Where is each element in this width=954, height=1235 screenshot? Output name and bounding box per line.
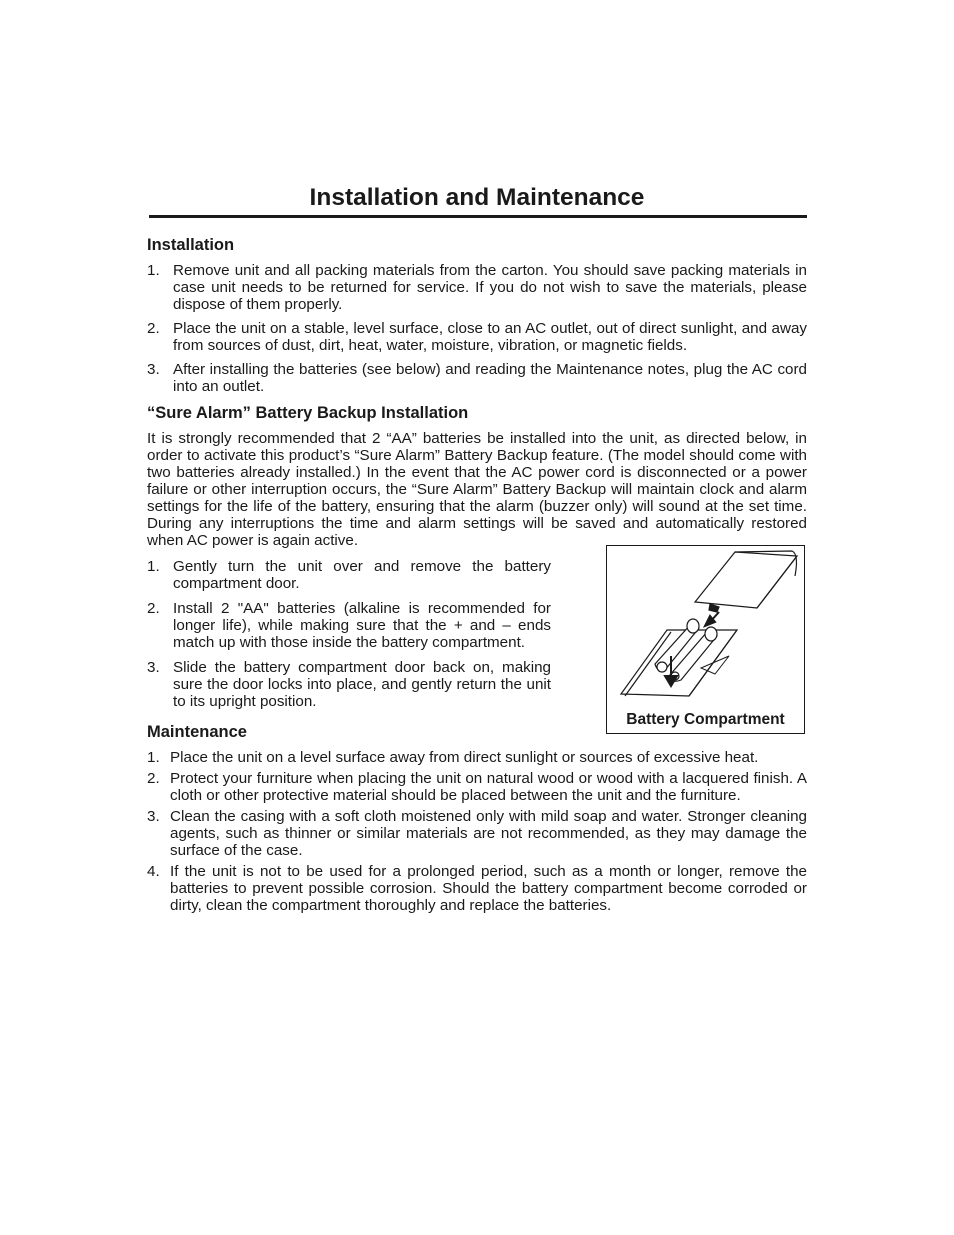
list-item: 4. If the unit is not to be used for a prolonged period, such as a month or longer, remove the batteries to prevent possible corrosion. Should the battery compartment become corroded or dirty, clean the compartment thoroughly and replace the batteries. (147, 863, 807, 914)
battery-compartment-figure (606, 545, 805, 734)
list-item: 2. Place the unit on a stable, level surface, close to an AC outlet, out of direct sunlight, and away from sources of dust, dirt, heat, water, moisture, vibration, or magnetic fields. (147, 320, 807, 354)
title-rule (149, 215, 807, 218)
battery-list (147, 558, 551, 718)
list-item: 2. Install 2 "AA" batteries (alkaline is recommended for longer life), while making sure that the + and – ends match up with those inside the battery compartment. (147, 600, 551, 651)
installation-list (147, 262, 807, 402)
list-item: 1. Gently turn the unit over and remove the battery compartment door. (147, 558, 551, 592)
list-item: 1. Place the unit on a level surface away from direct sunlight or sources of excessive heat. (147, 749, 759, 766)
page-title: Installation and Maintenance (309, 184, 645, 211)
figure-caption: Battery Compartment (626, 711, 785, 728)
maintenance-heading: Maintenance (147, 723, 247, 741)
list-item: 3. After installing the batteries (see below) and reading the Maintenance notes, plug the AC cord into an outlet. (147, 361, 807, 395)
list-item: 3. Slide the battery compartment door back on, making sure the door locks into place, and gently return the unit to its upright position. (147, 659, 551, 710)
maintenance-list (147, 749, 807, 918)
list-item: 1. Remove unit and all packing materials from the carton. You should save packing materials in case unit needs to be returned for service. If you do not wish to save the materials, please dispose of them properly. (147, 262, 807, 313)
battery-compartment-illustration (607, 546, 804, 711)
battery-intro: It is strongly recommended that 2 “AA” batteries be installed into the unit, as directed below, in order to activate this product’s “Sure Alarm” Battery Backup feature. (The model should come with two batteries already installed.) In the event that the AC power cord is disconnected or a power failure or other interruption occurs, the “Sure Alarm” Battery Backup will maintain clock and alarm settings for the life of the battery, ensuring that the alarm (buzzer only) will sound at the set time. During any interruptions the time and alarm settings will be saved and automatically restored when AC power is again active. (147, 430, 807, 549)
list-item: 2. Protect your furniture when placing the unit on natural wood or wood with a lacquered finish. A cloth or other protective material should be placed between the unit and the furniture. (147, 770, 807, 804)
installation-heading: Installation (147, 236, 235, 254)
list-item: 3. Clean the casing with a soft cloth moistened only with mild soap and water. Stronger cleaning agents, such as thinner or similar materials are not recommended, as they may damage the surface of the case. (147, 808, 807, 859)
battery-heading: “Sure Alarm” Battery Backup Installation (147, 404, 469, 422)
